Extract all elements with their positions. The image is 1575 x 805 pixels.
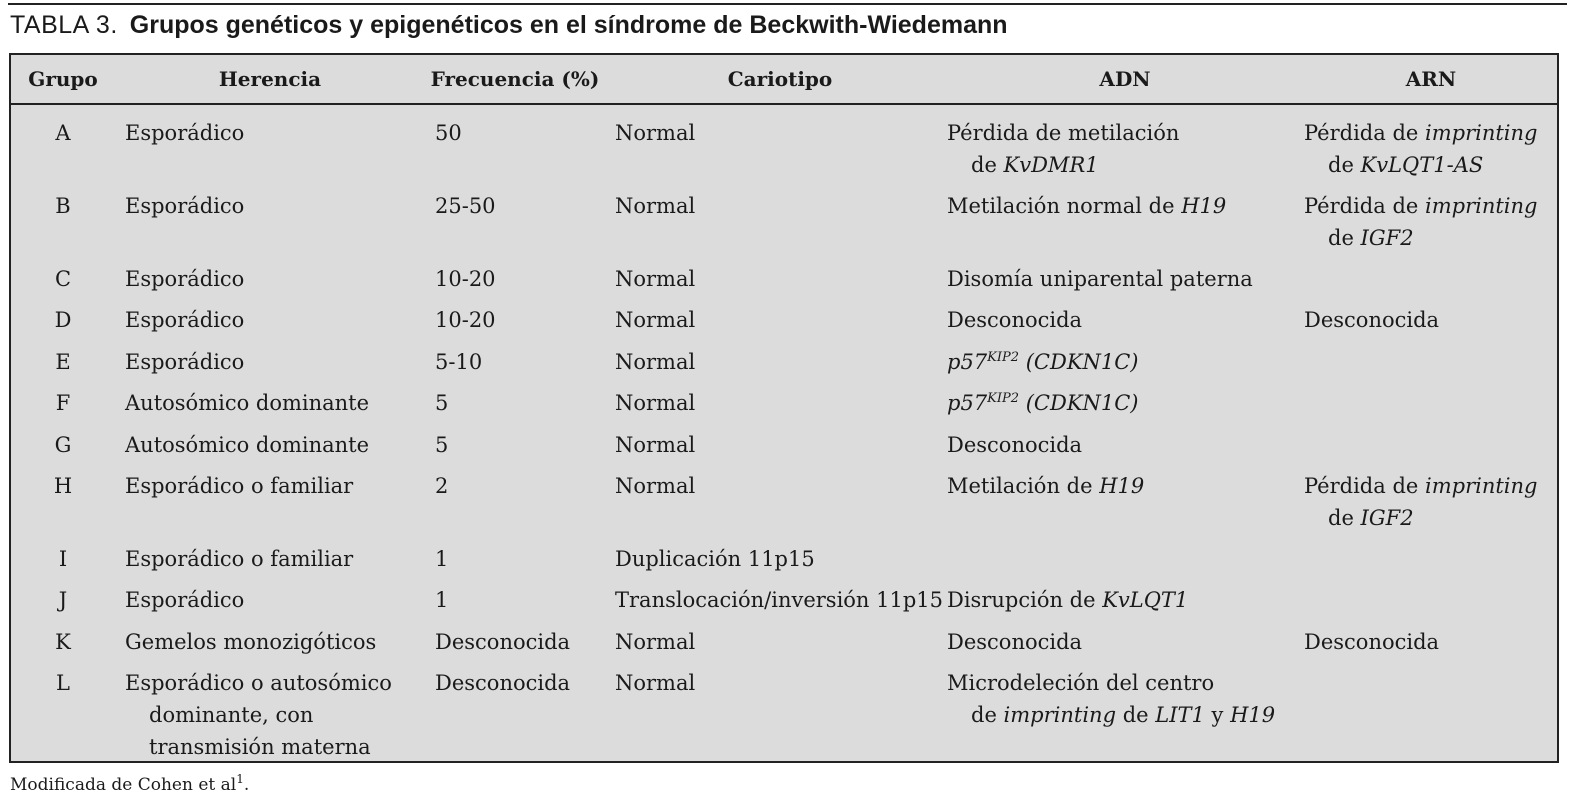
cell-frecuencia: 5 [435, 433, 449, 457]
cell-cariotipo: Normal [615, 194, 696, 218]
cell-adn-text: de [1116, 703, 1156, 727]
cell-adn-line2 [947, 149, 1303, 181]
gene-superscript: KIP2 [987, 350, 1020, 365]
header-grupo: Grupo [28, 67, 98, 91]
cell-arn-text: Pérdida de [1304, 121, 1425, 145]
imprinting-term: imprinting [1425, 474, 1538, 498]
cell-adn [947, 190, 1303, 222]
cell-herencia: Autosómico dominante [125, 391, 370, 415]
cell-frecuencia: 5 [435, 391, 449, 415]
cell-arn-line2 [1304, 222, 1554, 254]
cell-adn-text: de [971, 703, 1004, 727]
table-caption: Grupos genéticos y epigenéticos en el síndrome de Beckwith-Wiedemann [129, 11, 1008, 39]
gene-name: H19 [1230, 703, 1276, 727]
cell-arn [1304, 117, 1554, 181]
cell-cariotipo: Normal [615, 474, 696, 498]
cell-adn [947, 346, 1303, 378]
cell-adn [947, 387, 1303, 419]
cell-cariotipo: Normal [615, 350, 696, 374]
cell-herencia: Esporádico [125, 267, 245, 291]
cell-adn: Desconocida [947, 630, 1083, 654]
cell-grupo: C [54, 267, 72, 291]
cell-arn: Desconocida [1304, 630, 1440, 654]
header-frecuencia: Frecuencia (%) [430, 67, 600, 91]
footnote [10, 772, 250, 795]
cell-frecuencia: Desconocida [435, 630, 571, 654]
header-arn: ARN [1405, 67, 1457, 91]
cell-adn-line2 [947, 699, 1303, 731]
cell-cariotipo: Normal [615, 671, 696, 695]
cell-cariotipo: Normal [615, 391, 696, 415]
cell-grupo: G [54, 433, 72, 457]
cell-grupo: D [54, 308, 72, 332]
cell-arn-text: Pérdida de [1304, 194, 1425, 218]
cell-herencia: Esporádico [125, 350, 245, 374]
cell-arn: Desconocida [1304, 308, 1440, 332]
cell-arn-text: de [1328, 506, 1361, 530]
gene-name: KvLQT1 [1102, 588, 1189, 612]
cell-grupo: I [58, 547, 68, 571]
footnote-end: . [243, 775, 250, 795]
cell-herencia: Gemelos monozigóticos [125, 630, 377, 654]
cell-adn: Desconocida [947, 433, 1083, 457]
cell-grupo: B [55, 194, 71, 218]
gene-name: KvDMR1 [1003, 153, 1099, 177]
cell-arn-line1 [1304, 121, 1537, 145]
cell-arn-line2 [1304, 149, 1554, 181]
imprinting-term: imprinting [1425, 194, 1538, 218]
cell-adn [947, 470, 1303, 502]
cell-cariotipo: Normal [615, 433, 696, 457]
imprinting-term: imprinting [1425, 121, 1538, 145]
cell-grupo: E [55, 350, 71, 374]
cell-grupo: H [53, 474, 73, 498]
cell-adn [947, 667, 1303, 731]
cell-adn-text: Metilación de [947, 474, 1100, 498]
cell-adn-text: de [971, 153, 1004, 177]
cell-herencia [125, 667, 435, 763]
cell-adn [947, 584, 1303, 616]
cell-arn-line1 [1304, 194, 1537, 218]
cell-frecuencia: 10-20 [435, 308, 496, 332]
cell-adn-text: Metilación normal de [947, 194, 1182, 218]
gene-name: p57 [947, 391, 988, 415]
cell-frecuencia: 25-50 [435, 194, 496, 218]
table-label: TABLA 3. [10, 11, 118, 39]
cell-cariotipo: Normal [615, 267, 696, 291]
cell-adn-line1: Microdeleción del centro [947, 671, 1215, 695]
cell-herencia: Esporádico [125, 308, 245, 332]
cell-arn-line2 [1304, 502, 1554, 534]
cell-grupo: F [55, 391, 71, 415]
cell-arn-line1 [1304, 474, 1537, 498]
cell-herencia: Esporádico o familiar [125, 474, 354, 498]
cell-frecuencia: 5-10 [435, 350, 483, 374]
cell-herencia: Autosómico dominante [125, 433, 370, 457]
cell-grupo: L [56, 671, 70, 695]
cell-herencia: Esporádico [125, 588, 245, 612]
cell-frecuencia: Desconocida [435, 671, 571, 695]
table-title [10, 8, 1008, 42]
gene-name: LIT1 [1155, 703, 1205, 727]
cell-herencia: Esporádico [125, 194, 245, 218]
cell-arn [1304, 190, 1554, 254]
cell-adn: Desconocida [947, 308, 1083, 332]
header-herencia: Herencia [218, 67, 322, 91]
cell-adn-text: Disrupción de [947, 588, 1103, 612]
cell-herencia: Esporádico o familiar [125, 547, 354, 571]
cell-arn [1304, 470, 1554, 534]
imprinting-term: imprinting [1003, 703, 1117, 727]
cell-arn-text: de [1328, 226, 1361, 250]
gene-name: IGF2 [1360, 226, 1414, 250]
cell-herencia: Esporádico [125, 121, 245, 145]
gene-name: (CDKN1C) [1019, 350, 1139, 374]
top-rule [8, 3, 1567, 5]
gene-name: H19 [1181, 194, 1227, 218]
cell-grupo: K [55, 630, 71, 654]
cell-adn [947, 117, 1303, 181]
cell-grupo: J [58, 588, 68, 612]
cell-frecuencia: 2 [435, 474, 449, 498]
cell-herencia-line1: Esporádico o autosómico [125, 671, 392, 695]
cell-cariotipo: Duplicación 11p15 [615, 547, 815, 571]
data-table [9, 53, 1559, 763]
cell-cariotipo: Translocación/inversión 11p15 [615, 588, 944, 612]
cell-frecuencia: 50 [435, 121, 462, 145]
cell-frecuencia: 10-20 [435, 267, 496, 291]
cell-grupo: A [55, 121, 71, 145]
gene-name: p57 [947, 350, 988, 374]
cell-frecuencia: 1 [435, 588, 449, 612]
gene-superscript: KIP2 [987, 391, 1020, 406]
cell-adn-line1: Pérdida de metilación [947, 121, 1180, 145]
cell-adn: Disomía uniparental paterna [947, 267, 1253, 291]
cell-frecuencia: 1 [435, 547, 449, 571]
cell-arn-text: Pérdida de [1304, 474, 1425, 498]
header-adn: ADN [1099, 67, 1151, 91]
gene-name: KvLQT1-AS [1360, 153, 1484, 177]
cell-cariotipo: Normal [615, 121, 696, 145]
footnote-text: Modificada de Cohen et al [10, 775, 237, 795]
gene-name: IGF2 [1360, 506, 1414, 530]
cell-herencia-line3: transmisión materna [149, 735, 371, 759]
cell-adn-text: y [1204, 703, 1231, 727]
cell-herencia-line2: dominante, con [149, 703, 314, 727]
footnote-reference: 1 [236, 772, 244, 786]
gene-name: H19 [1099, 474, 1145, 498]
gene-name: (CDKN1C) [1019, 391, 1139, 415]
cell-cariotipo: Normal [615, 630, 696, 654]
table-header-row [11, 55, 1557, 105]
cell-cariotipo: Normal [615, 308, 696, 332]
cell-arn-text: de [1328, 153, 1361, 177]
header-cariotipo: Cariotipo [727, 67, 833, 91]
